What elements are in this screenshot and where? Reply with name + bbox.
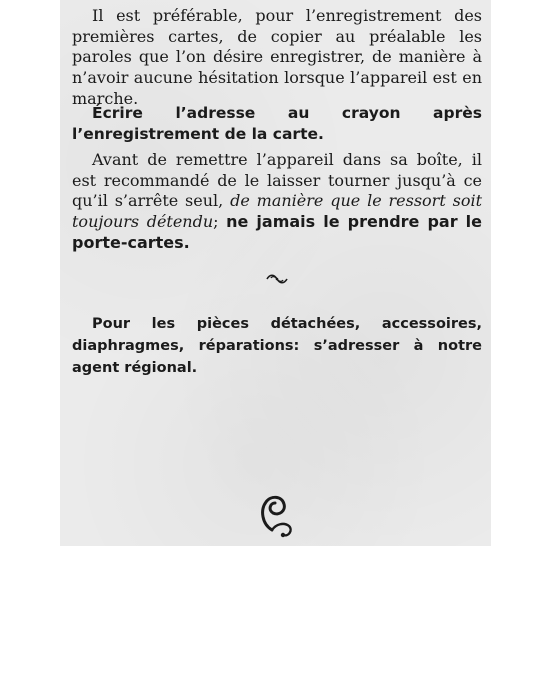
paragraph-storage-advice xyxy=(72,150,482,254)
paragraph-text: Écrire l’adresse au crayon après l’enregistrement de la carte. xyxy=(72,104,482,143)
paragraph-text: Pour les pièces détachées, accessoires, diaphragmes, réparations: s’adresser à notre agent régional. xyxy=(72,316,482,376)
scanned-page xyxy=(60,0,491,546)
paragraph-text-bold: ne jamais le prendre par le porte-cartes. xyxy=(72,212,482,252)
fleuron-icon xyxy=(265,272,289,286)
paragraph-text-italic: de manière que le ressort soit toujours détendu xyxy=(72,191,482,232)
paragraph-text xyxy=(72,150,482,254)
paragraph-address-instruction xyxy=(72,103,482,144)
paragraph-spare-parts-contact xyxy=(72,313,482,379)
colophon-flourish-icon xyxy=(258,490,294,542)
paragraph-text: Il est préférable, pour l’enregistrement des premières cartes, de copier au préalable les paroles que l’on désire enregistrer, de manière à n’avoir aucune hésitation lorsque l’appareil est en marche. xyxy=(72,6,482,108)
paragraph-text-plain: Avant de remettre l’appareil dans sa boîte, il est recommandé de le laisser tourner jusqu’à ce qu’il s’arrête seul, xyxy=(72,150,482,211)
paragraph-text-separator: ; xyxy=(213,212,227,232)
paragraph-recording-advice xyxy=(72,6,482,110)
